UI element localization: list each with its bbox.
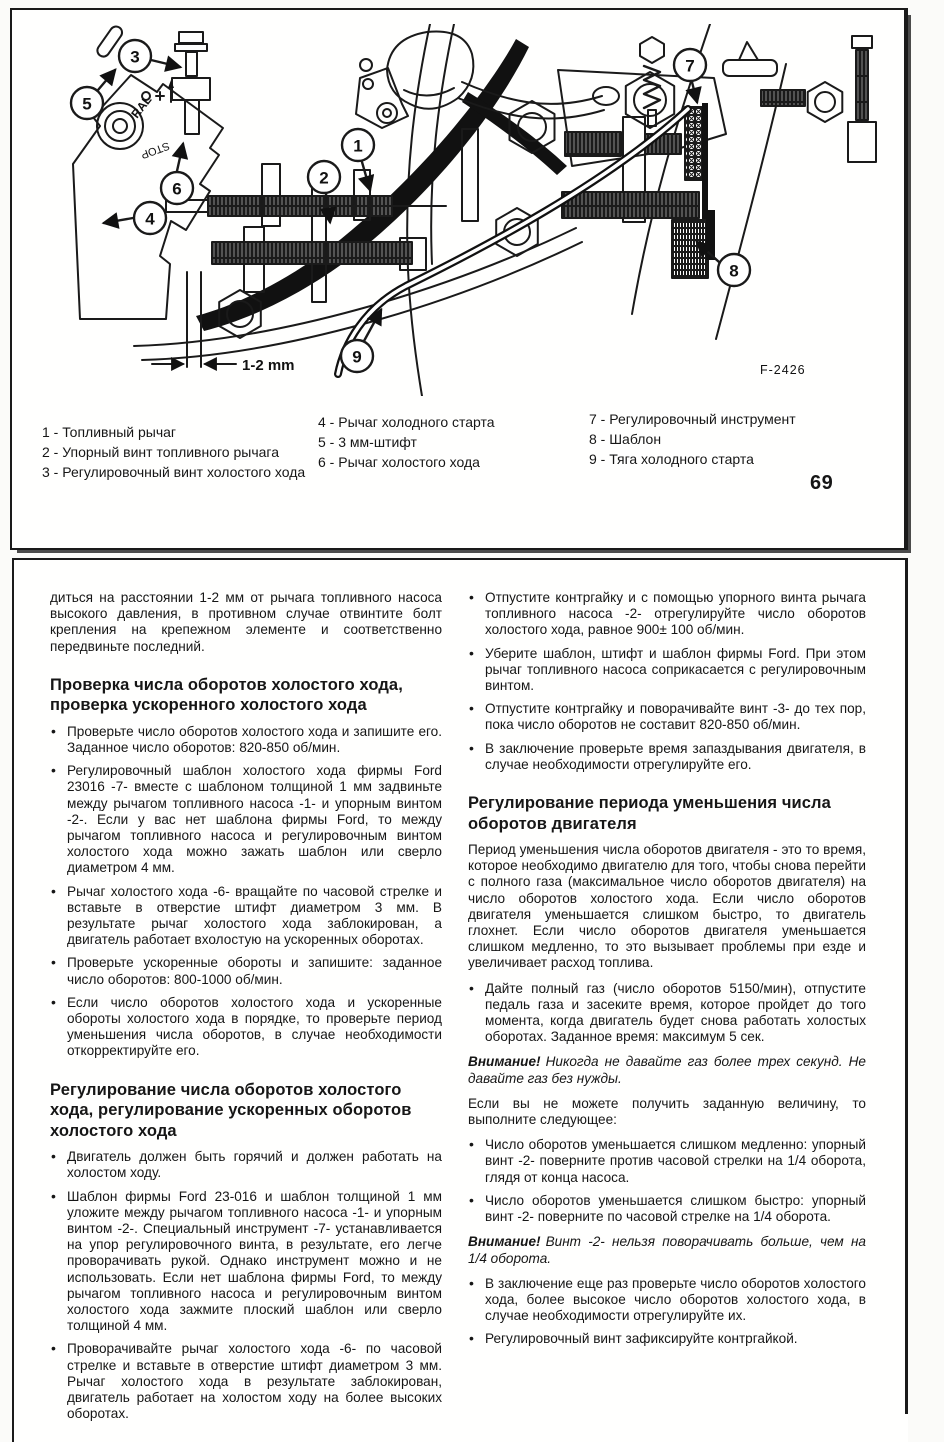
bullet-item: • Регулировочный шаблон холостого хода фирмы Ford 23016 -7- вместе с шаблоном толщиной 1 мм задвиньте между рычагом топливного насоса -1- и упорным винтом -2-. Если у вас нет шаблона фирмы Ford, то между рычагом топливного насоса и регулировочным винтом холостого хода можно зажать шаблон или сверло диаметром 4 мм. (50, 763, 442, 876)
legend-item: 2 - Упорный винт топливного рычага (42, 444, 279, 460)
svg-text:8: 8 (729, 261, 739, 281)
bullet-item: • Двигатель должен быть горячий и должен работать на холостом ходу. (50, 1149, 442, 1181)
bullet-item: • Шаблон фирмы Ford 23-016 и шаблон толщиной 1 мм уложите между рычагом топливного насоса -1- и упорным винтом -2-. Специальный инструмент -7- устанавливается на упор регулировочного винта, в результате, его легче проворачивать рукой. Однако инструмент можно и не использовать. Если нет шаблона фирмы Ford, то между рычагом топливного насоса и регулировочным винтом холостого хода зажмите плоский шаблон или сверло толщиной 4 мм. (50, 1189, 442, 1335)
callout-5 (71, 70, 115, 119)
legend-item: 8 - Шаблон (589, 431, 662, 447)
warning-text: Никогда не давайте газ более трех секунд. Не давайте газ без нужды. (468, 1054, 866, 1086)
section-heading: Проверка числа оборотов холостого хода, проверка ускоренного холостого хода (50, 675, 403, 715)
two-column-text (50, 590, 870, 1429)
section-heading: Регулирование периода уменьшения числа оборотов двигателя (468, 794, 831, 833)
paragraph: диться на расстоянии 1-2 мм от рычага топливного насоса высокого давления, в противном случае отвинтите болт крепления на крепежном элементе и соответственно передвиньте последний. (50, 590, 442, 654)
page-edge-rule (905, 560, 908, 1414)
figure-legend-column-1 (42, 422, 317, 482)
bullet-item: • Уберите шаблон, штифт и шаблон фирмы Ford. При этом рычаг топливного насоса соприкасается с регулировочным винтом. (468, 646, 866, 695)
svg-text:7: 7 (685, 56, 695, 76)
figure-page-panel (10, 8, 908, 550)
bullet-item: • Рычаг холостого хода -6- вращайте по часовой стрелке и вставьте в отверстие штифт диаметром 3 мм. В результате рычаг холостого хода заблокирован, а двигатель работает вхолостую на ускоренных оборотах. (50, 884, 442, 949)
warning-note (468, 1054, 866, 1086)
svg-text:1: 1 (353, 136, 363, 156)
engine-pump-diagram (16, 24, 901, 396)
throttle-lever-swoosh (196, 39, 567, 331)
legend-item: 1 - Топливный рычаг (42, 424, 177, 440)
svg-text:2: 2 (319, 168, 329, 188)
bullet-item: • В заключение проверьте время запаздывания двигателя, в случае необходимости отрегулируйте его. (468, 741, 866, 773)
bullet-item: • Если число оборотов холостого хода и ускоренные обороты холостого хода в порядке, то проверьте период уменьшения числа оборотов, в случае необходимости откорректируйте его. (50, 995, 442, 1060)
legend-item: 9 - Тяга холодного старта (589, 451, 754, 467)
page-number: 69 (810, 472, 834, 494)
svg-text:3: 3 (130, 47, 140, 67)
paragraph: Если вы не можете получить заданную величину, то выполните следующее: (468, 1095, 866, 1128)
legend-item: 5 - 3 мм-штифт (318, 434, 417, 450)
warning-note (468, 1234, 866, 1266)
right-column (468, 590, 866, 1429)
svg-text:6: 6 (172, 179, 182, 199)
warning-text: Винт -2- нельзя поворачивать больше, чем на 1/4 оборота. (468, 1234, 866, 1266)
legend-item: 4 - Рычаг холодного старта (318, 414, 495, 430)
plate-label-stop: STOP (139, 139, 172, 161)
svg-text:4: 4 (145, 209, 155, 229)
warning-label: Внимание! (468, 1234, 541, 1250)
legend-item: 6 - Рычаг холостого хода (318, 454, 480, 470)
figure-legend-column-2 (318, 412, 580, 472)
bullet-item: • Проверьте число оборотов холостого хода и запишите его. Заданное число оборотов: 820-850 об/мин. (50, 724, 442, 756)
left-column (50, 590, 442, 1429)
warning-label: Внимание! (468, 1054, 541, 1070)
bullet-item: • Проверьте ускоренные обороты и запишите: заданное число оборотов: 800-1000 об/мин. (50, 955, 442, 987)
legend-item: 7 - Регулировочный инструмент (589, 411, 796, 427)
bullet-item: • Число оборотов уменьшается слишком быстро: упорный винт -2- поверните по часовой стрелке на 1/4 оборота. (468, 1193, 866, 1225)
legend-item: 3 - Регулировочный винт холостого хода (42, 464, 306, 480)
plate-label-ral: RAL (128, 92, 155, 121)
callout-7 (674, 49, 706, 102)
bullet-item: • Отпустите контргайку и поворачивайте винт -3- до тех пор, пока число оборотов не составит 820-850 об/мин. (468, 701, 866, 733)
section-heading: Регулирование числа оборотов холостого хода, регулирование ускоренных оборотов холостого хода (50, 1080, 412, 1140)
svg-text:9: 9 (352, 347, 362, 367)
figure-legend-column-3 (589, 409, 904, 469)
callout-3 (119, 40, 180, 72)
bullet-item: • Число оборотов уменьшается слишком медленно: упорный винт -2- поверните против часовой стрелки на 1/4 оборота, глядя от конца насоса. (468, 1137, 866, 1186)
callout-4 (104, 202, 166, 234)
bullet-item: • Дайте полный газ (число оборотов 5150/мин), отпустите педаль газа и засеките время, которое пройдет до того момента, когда двигатель будет снова работать холостых оборотах. Заданное время: максимум 5 сек. (468, 981, 866, 1046)
svg-text:5: 5 (82, 94, 92, 114)
bullet-item: • Регулировочный винт зафиксируйте контргайкой. (468, 1331, 866, 1347)
bullet-item: • В заключение еще раз проверьте число оборотов холостого хода, более высокое число оборотов холостого хода, в случае необходимости отрегулируйте их. (468, 1276, 866, 1325)
bullet-item: • Отпустите контргайку и с помощью упорного винта рычага топливного насоса -2- отрегулируйте число оборотов холостого хода, равное 900± 100 об/мин. (468, 590, 866, 639)
dimension-label: 1-2 mm (242, 357, 295, 374)
text-page-panel (12, 558, 908, 1442)
bullet-item: • Проворачивайте рычаг холостого хода -6- по часовой стрелке и вставьте в отверстие штифт диаметром 3 мм. Рычаг холостого хода в результате заблокирован, двигатель работает на холостом ходу на более высоких оборотах. (50, 1341, 442, 1422)
figure-code: F-2426 (760, 363, 806, 377)
paragraph: Период уменьшения числа оборотов двигателя - это то время, которое необходимо двигателю для того, чтобы снова перейти с полного газа (максимальное число оборотов двигателя) на число оборотов холостого хода. Если число оборотов двигателя уменьшается слишком быстро, то двигатель глохнет. Если число оборотов двигателя уменьшается слишком медленно, то это вызывает проблемы при езде и увеличивает расход топлива. (468, 842, 866, 971)
